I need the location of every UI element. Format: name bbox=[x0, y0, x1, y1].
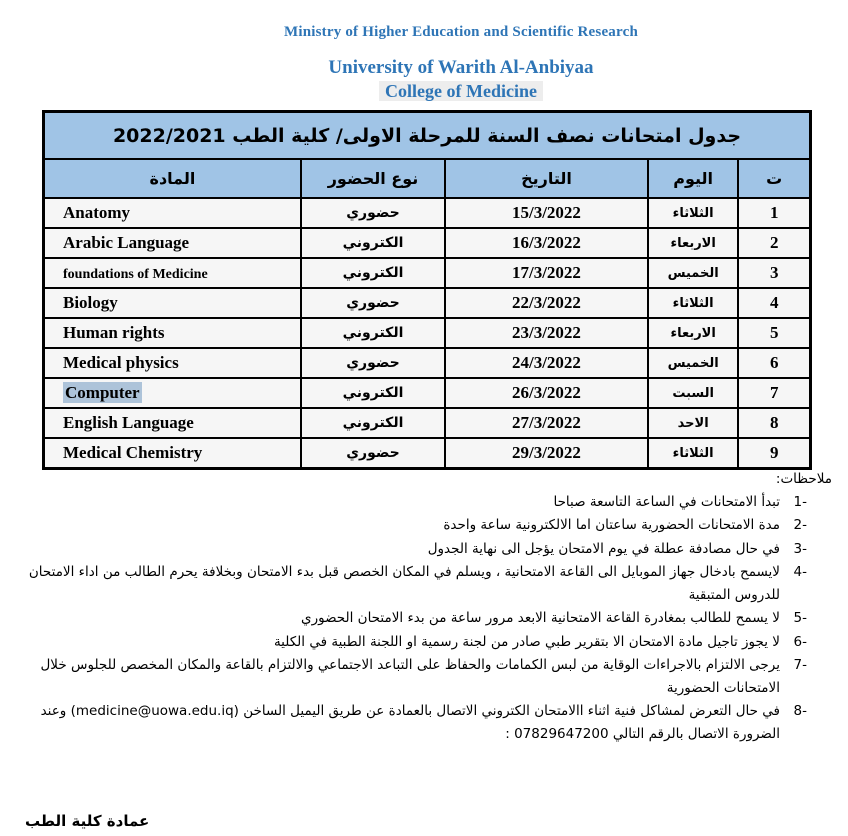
row-type: الكتروني bbox=[301, 318, 445, 348]
row-subject bbox=[44, 408, 301, 438]
row-day: السبت bbox=[648, 378, 739, 408]
subject-text: foundations of Medicine bbox=[63, 267, 208, 282]
ministry-heading: Ministry of Higher Education and Scientific Research bbox=[283, 24, 638, 40]
row-num: 5 bbox=[738, 318, 810, 348]
row-num: 6 bbox=[738, 348, 810, 378]
note-text-with-contact: في حال التعرض لمشاكل فنية اثناء االامتحان الكتروني الاتصال بالعمادة عن طريق اليميل الساخن (medicine@uowa.edu.iq) وعند الضرورة الاتصال بالرقم التالي 07829647200 : bbox=[40, 703, 780, 743]
subject-text: Anatomy bbox=[63, 203, 131, 222]
note-item bbox=[12, 514, 807, 537]
row-num: 7 bbox=[738, 378, 810, 408]
notes-list bbox=[12, 491, 807, 746]
note-text: يرجى الالتزام بالاجراءات الوقاية من لبس الكمامات والحفاظ على التباعد الاجتماعي والالتزام بالقاعة والمكان المخصص للجلوس خلال الامتحانات الحضورية bbox=[40, 656, 780, 696]
note-number: 6- bbox=[793, 633, 807, 650]
college-heading bbox=[76, 81, 846, 102]
subject-text: Human rights bbox=[63, 323, 165, 342]
subject-text: English Language bbox=[63, 413, 194, 432]
row-date: 29/3/2022 bbox=[445, 438, 648, 469]
table-header-row bbox=[44, 159, 811, 198]
row-day: الثلاثاء bbox=[648, 438, 739, 469]
row-date: 16/3/2022 bbox=[445, 228, 648, 258]
note-text: لايسمح بادخال جهاز الموبايل الى القاعة الامتحانية ، ويسلم في المكان الخصص قبل بدء الامتحان وبخلافة يحرم الطالب من اداء الامتحان للدروس المتبقية bbox=[28, 563, 780, 604]
table-row bbox=[44, 228, 811, 258]
notes-label: ملاحظات: bbox=[775, 471, 832, 487]
row-subject bbox=[44, 258, 301, 288]
row-num: 3 bbox=[738, 258, 810, 288]
notes-section bbox=[12, 468, 832, 747]
row-day: الثلاثاء bbox=[648, 198, 739, 228]
table-row bbox=[44, 438, 811, 469]
column-header-num: ت bbox=[738, 159, 810, 198]
row-subject bbox=[44, 378, 301, 408]
row-date: 15/3/2022 bbox=[445, 198, 648, 228]
subject-text: Medical Chemistry bbox=[63, 443, 203, 462]
table-row bbox=[44, 198, 811, 228]
note-text: لا يسمح للطالب بمغادرة القاعة الامتحانية الابعد مرور ساعة من بدء الامتحان الحضوري bbox=[301, 610, 780, 627]
note-number: 5- bbox=[793, 610, 807, 627]
row-day: الثلاثاء bbox=[648, 288, 739, 318]
table-title-row bbox=[44, 112, 811, 160]
table-row bbox=[44, 378, 811, 408]
row-type: حضوري bbox=[301, 438, 445, 469]
row-num: 2 bbox=[738, 228, 810, 258]
note-number: 4- bbox=[793, 563, 807, 580]
row-date: 22/3/2022 bbox=[445, 288, 648, 318]
row-date: 26/3/2022 bbox=[445, 378, 648, 408]
note-number: 8- bbox=[793, 703, 807, 720]
subject-text: Medical physics bbox=[63, 353, 179, 372]
table-row bbox=[44, 348, 811, 378]
row-date: 27/3/2022 bbox=[445, 408, 648, 438]
table-row bbox=[44, 408, 811, 438]
row-num: 8 bbox=[738, 408, 810, 438]
note-number: 2- bbox=[793, 517, 807, 534]
note-item bbox=[12, 561, 807, 607]
note-item bbox=[12, 700, 807, 746]
row-num: 1 bbox=[738, 198, 810, 228]
subject-text: Biology bbox=[63, 293, 118, 312]
note-text: في حال مصادفة عطلة في يوم الامتحان يؤجل الى نهاية الجدول bbox=[427, 540, 780, 557]
exam-schedule-table bbox=[42, 110, 812, 470]
column-header-subject: المادة bbox=[44, 159, 301, 198]
row-date: 17/3/2022 bbox=[445, 258, 648, 288]
table-row bbox=[44, 258, 811, 288]
row-date: 23/3/2022 bbox=[445, 318, 648, 348]
table-row bbox=[44, 318, 811, 348]
row-type: الكتروني bbox=[301, 378, 445, 408]
row-day: الخميس bbox=[648, 258, 739, 288]
row-day: الاربعاء bbox=[648, 318, 739, 348]
note-text: تبدأ الامتحانات في الساعة التاسعة صباحا bbox=[553, 494, 780, 511]
table-title: جدول امتحانات نصف السنة للمرحلة الاولى/ كلية الطب 2022/2021 bbox=[44, 112, 811, 160]
college-heading-text: College of Medicine bbox=[379, 81, 543, 101]
subject-text: Arabic Language bbox=[63, 233, 190, 252]
row-type: حضوري bbox=[301, 198, 445, 228]
row-subject bbox=[44, 348, 301, 378]
row-subject bbox=[44, 228, 301, 258]
row-type: الكتروني bbox=[301, 258, 445, 288]
row-type: الكتروني bbox=[301, 228, 445, 258]
row-date: 24/3/2022 bbox=[445, 348, 648, 378]
note-number: 3- bbox=[793, 540, 807, 557]
row-num: 4 bbox=[738, 288, 810, 318]
row-day: الاحد bbox=[648, 408, 739, 438]
note-item bbox=[12, 491, 807, 514]
deanship-signature: عمادة كلية الطب bbox=[25, 812, 150, 830]
row-num: 9 bbox=[738, 438, 810, 469]
row-subject bbox=[44, 438, 301, 469]
note-item bbox=[12, 538, 807, 561]
note-number: 7- bbox=[793, 656, 807, 673]
row-day: الخميس bbox=[648, 348, 739, 378]
note-text: لا يجوز تاجيل مادة الامتحان الا بتقرير طبي صادر من لجنة رسمية او اللجنة الطبية في الكلية bbox=[273, 633, 780, 650]
column-header-date: التاريخ bbox=[445, 159, 648, 198]
note-item bbox=[12, 654, 807, 700]
row-day: الاربعاء bbox=[648, 228, 739, 258]
row-subject bbox=[44, 318, 301, 348]
university-heading: University of Warith Al-Anbiyaa bbox=[328, 57, 594, 78]
column-header-day: اليوم bbox=[648, 159, 739, 198]
row-subject bbox=[44, 198, 301, 228]
row-type: حضوري bbox=[301, 348, 445, 378]
row-type: الكتروني bbox=[301, 408, 445, 438]
note-number: 1- bbox=[793, 494, 807, 511]
selected-text-highlight: Computer bbox=[65, 383, 140, 402]
column-header-type: نوع الحضور bbox=[301, 159, 445, 198]
document-header bbox=[76, 24, 846, 102]
table-row bbox=[44, 288, 811, 318]
note-item bbox=[12, 607, 807, 630]
note-item bbox=[12, 631, 807, 654]
row-subject bbox=[44, 288, 301, 318]
row-type: حضوري bbox=[301, 288, 445, 318]
note-text: مدة الامتحانات الحضورية ساعتان اما الالكترونية ساعة واحدة bbox=[443, 517, 780, 534]
